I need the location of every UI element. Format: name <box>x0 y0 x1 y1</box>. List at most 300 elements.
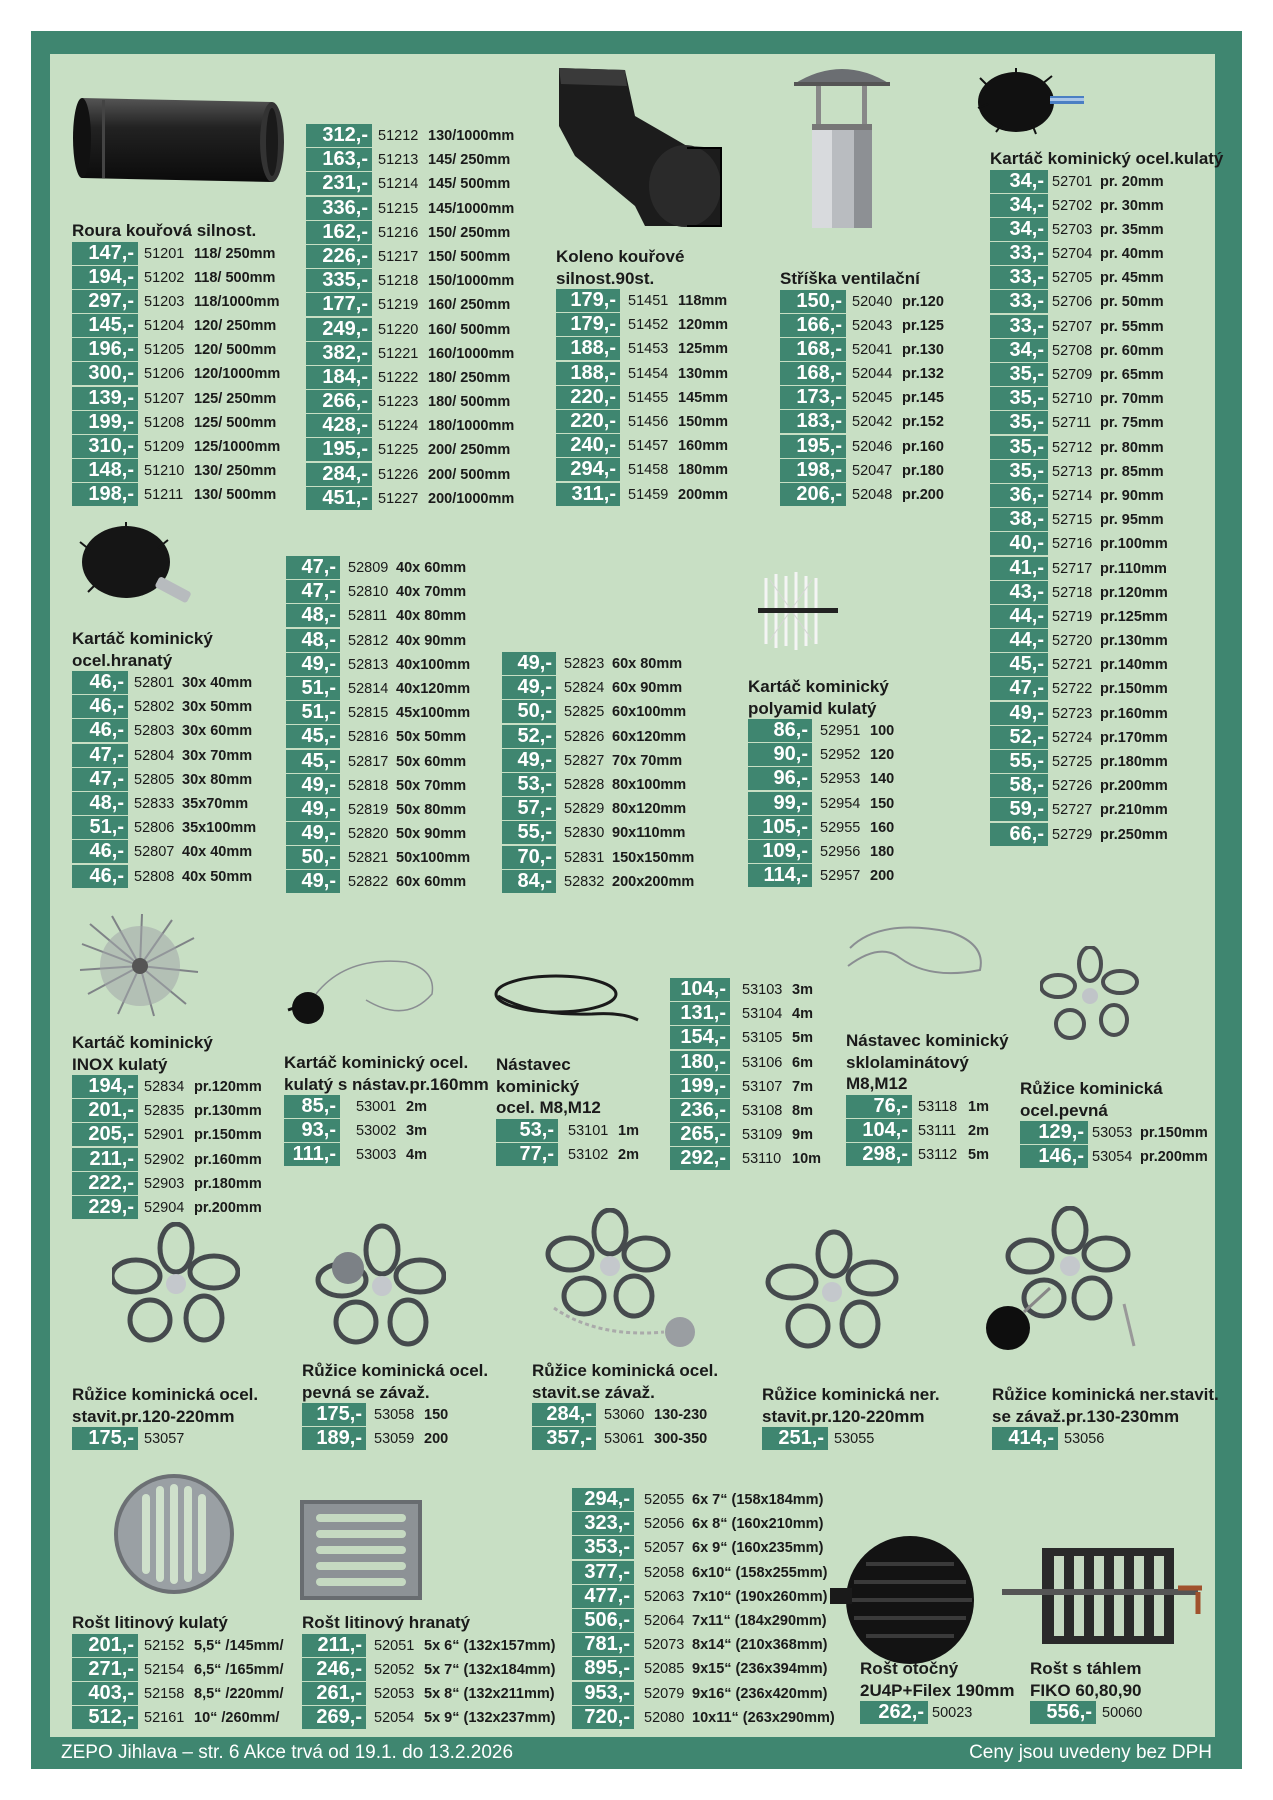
price-badge: 51,- <box>286 677 340 700</box>
product-code: 53111 <box>918 1122 957 1139</box>
product-code: 52716 <box>1052 536 1093 553</box>
price-badge: 52,- <box>502 725 556 748</box>
product-code: 52802 <box>134 699 175 716</box>
product-size: pr.125mm <box>1100 608 1168 625</box>
price-badge: 105,- <box>748 816 812 839</box>
price-badge: 47,- <box>286 580 340 603</box>
price-badge: 43,- <box>990 581 1048 604</box>
product-code: 51459 <box>628 486 669 503</box>
price-badge: 201,- <box>72 1634 138 1657</box>
product-code: 51219 <box>378 297 419 314</box>
product-code: 53001 <box>356 1099 397 1115</box>
price-badge: 49,- <box>286 653 340 676</box>
price-badge: 85,- <box>284 1095 340 1118</box>
product-size: 180/1000mm <box>428 418 515 435</box>
block-vent-cap <box>780 268 944 507</box>
price-badge: 45,- <box>286 725 340 748</box>
product-size: 150mm <box>678 413 728 430</box>
product-size: pr.180mm <box>194 1175 262 1192</box>
price-row <box>990 387 1223 411</box>
price-row <box>72 1427 258 1451</box>
price-row <box>72 1706 280 1730</box>
product-code: 53058 <box>374 1407 415 1423</box>
product-code: 52701 <box>1052 173 1093 190</box>
product-code: 51201 <box>144 245 185 262</box>
product-size: pr.120 <box>902 293 944 310</box>
product-code: 52816 <box>348 729 389 746</box>
price-badge: 145,- <box>72 314 138 337</box>
price-row <box>990 823 1223 847</box>
price-row <box>780 313 944 338</box>
vent-cap-icon <box>792 62 892 230</box>
product-code: 51206 <box>144 366 185 383</box>
price-row <box>846 1143 1009 1167</box>
price-badge: 179,- <box>556 313 620 336</box>
price-badge: 131,- <box>670 1002 730 1025</box>
product-size: 180/ 250mm <box>428 369 511 386</box>
product-code: 52705 <box>1052 270 1093 287</box>
price-row <box>748 767 895 791</box>
price-row <box>748 839 895 864</box>
price-badge: 556,- <box>1030 1701 1096 1724</box>
product-code: 52823 <box>564 656 605 672</box>
price-badge: 183,- <box>780 410 846 433</box>
price-badge: 48,- <box>286 629 340 652</box>
price-badge: 311,- <box>556 483 620 506</box>
product-code: 52803 <box>134 723 175 740</box>
price-badge: 168,- <box>780 362 846 385</box>
price-badge: 35,- <box>990 460 1048 483</box>
product-size: 100 <box>870 723 895 739</box>
product-code: 52904 <box>144 1199 185 1216</box>
product-size: 120 <box>870 747 895 764</box>
product-code: 53102 <box>568 1146 609 1163</box>
price-badge: 175,- <box>72 1427 138 1450</box>
price-badge: 49,- <box>286 870 340 893</box>
product-size: 40x 80mm <box>396 608 467 625</box>
block-rosette-ner <box>762 1384 940 1451</box>
price-badge: 297,- <box>72 290 138 313</box>
product-size: 2m <box>618 1146 639 1163</box>
product-code: 51458 <box>628 462 669 479</box>
price-row <box>990 581 1223 605</box>
price-row <box>846 1119 1009 1143</box>
product-size: 200/1000mm <box>428 490 515 507</box>
block-square-grate <box>302 1612 556 1730</box>
price-badge: 147,- <box>72 242 138 265</box>
price-badge: 229,- <box>72 1196 138 1219</box>
price-row <box>72 1099 262 1123</box>
product-code: 52042 <box>852 414 893 431</box>
price-badge: 377,- <box>572 1561 634 1584</box>
product-size: 130/ 500mm <box>194 487 277 504</box>
product-code: 51216 <box>378 224 419 241</box>
product-size: 145mm <box>678 389 728 406</box>
product-size: 80x100mm <box>612 776 687 793</box>
price-row <box>748 815 895 840</box>
product-size: pr. 90mm <box>1100 487 1164 504</box>
price-row <box>284 1119 489 1143</box>
product-code: 52052 <box>374 1661 415 1678</box>
product-code: 53110 <box>742 1151 782 1168</box>
price-row <box>72 1171 262 1196</box>
price-badge: 66,- <box>990 823 1048 846</box>
product-code: 52708 <box>1052 342 1093 359</box>
product-code: 53054 <box>1092 1149 1133 1166</box>
product-size: 9x15“ (236x394mm) <box>692 1661 828 1678</box>
block-elbow <box>556 246 728 507</box>
rod-grate-icon <box>1002 1544 1208 1648</box>
flower-rosette-ner-weight-icon <box>984 1206 1140 1354</box>
price-row <box>72 791 249 816</box>
price-row <box>780 410 944 434</box>
product-size: pr.125 <box>902 317 944 334</box>
price-badge: 428,- <box>306 414 372 437</box>
product-code: 53107 <box>742 1078 783 1095</box>
price-badge: 45,- <box>990 653 1048 676</box>
price-badge: 206,- <box>780 483 846 506</box>
product-code: 51210 <box>144 463 185 480</box>
extension-rod-icon <box>492 970 640 1026</box>
product-size: 140 <box>870 771 895 788</box>
product-code: 52048 <box>852 487 893 503</box>
block-title-2: stavit.pr.120-220mm <box>762 1406 925 1426</box>
product-code: 52726 <box>1052 778 1093 795</box>
price-row <box>990 653 1223 677</box>
price-row <box>780 362 944 386</box>
product-code: 52715 <box>1052 512 1093 529</box>
product-code: 52833 <box>134 795 175 812</box>
inox-brush-icon <box>78 914 200 1018</box>
price-list <box>284 1095 489 1168</box>
price-badge: 84,- <box>502 870 556 893</box>
product-code: 51213 <box>378 152 419 169</box>
product-size: 6x 8“ (160x210mm) <box>692 1516 824 1533</box>
product-code: 52702 <box>1052 197 1093 214</box>
product-code: 53101 <box>568 1122 609 1139</box>
pipe-elbow-icon <box>555 66 725 236</box>
price-badge: 211,- <box>302 1634 366 1657</box>
product-size: 5m <box>968 1146 989 1163</box>
product-code: 52718 <box>1052 584 1093 601</box>
product-size: 3m <box>406 1123 427 1140</box>
product-code: 52046 <box>852 438 893 455</box>
product-code: 52055 <box>644 1492 685 1508</box>
price-row <box>72 1633 284 1658</box>
product-size: 10x11“ (263x290mm) <box>692 1709 835 1726</box>
price-badge: 353,- <box>572 1536 634 1559</box>
price-badge: 271,- <box>72 1658 138 1681</box>
product-size: pr. 20mm <box>1100 173 1164 190</box>
price-row <box>556 385 728 410</box>
price-badge: 55,- <box>502 821 556 844</box>
price-badge: 139,- <box>72 387 138 410</box>
product-code: 52834 <box>144 1079 185 1095</box>
product-size: pr.110mm <box>1100 560 1167 577</box>
price-row <box>990 194 1223 218</box>
block-polyamide-brush <box>748 676 895 888</box>
product-code: 52723 <box>1052 705 1093 722</box>
product-size: 30x 40mm <box>182 675 253 691</box>
price-row <box>72 459 277 483</box>
product-code: 53053 <box>1092 1125 1133 1141</box>
price-badge: 53,- <box>496 1119 558 1142</box>
block-brush-with-rod <box>284 1052 489 1168</box>
price-badge: 33,- <box>990 290 1048 313</box>
price-badge: 146,- <box>1020 1145 1088 1168</box>
product-size: 180mm <box>678 462 728 479</box>
product-size: 10“ /260mm/ <box>194 1710 280 1727</box>
product-size: pr.200mm <box>1140 1149 1208 1166</box>
price-row <box>496 1118 639 1143</box>
product-size: pr.160 <box>902 438 944 455</box>
block-rosette-chain <box>532 1360 718 1451</box>
product-size: 120/ 500mm <box>194 342 277 359</box>
product-size: 30x 50mm <box>182 699 253 716</box>
product-size: pr.180mm <box>1100 754 1168 770</box>
price-badge: 720,- <box>572 1706 634 1729</box>
price-badge: 414,- <box>992 1427 1058 1450</box>
price-row <box>302 1427 488 1451</box>
product-code: 52956 <box>820 843 861 860</box>
product-code: 52902 <box>144 1151 185 1168</box>
block-title-2: ocel.pevná <box>1020 1100 1108 1120</box>
price-list <box>992 1427 1219 1451</box>
price-row <box>72 386 277 411</box>
price-badge: 50,- <box>286 846 340 869</box>
product-code: 52807 <box>134 844 175 861</box>
product-size: 40x120mm <box>396 680 471 697</box>
product-size: 7x10“ (190x260mm) <box>692 1588 828 1605</box>
price-row <box>990 629 1223 653</box>
product-code: 52152 <box>144 1637 185 1654</box>
product-code: 51220 <box>378 321 419 338</box>
price-list <box>72 241 281 508</box>
price-row <box>780 458 944 483</box>
product-size: pr.200mm <box>1100 778 1168 795</box>
product-code: 52817 <box>348 753 389 770</box>
product-size: 60x120mm <box>612 728 687 745</box>
product-size: 30x 70mm <box>182 747 253 764</box>
product-size: 5x 7“ (132x184mm) <box>424 1661 556 1678</box>
price-row <box>990 750 1223 774</box>
price-badge: 46,- <box>72 719 128 742</box>
product-size: pr.100mm <box>1100 536 1168 553</box>
price-row <box>990 774 1223 798</box>
block-title-2: silnost.90st. <box>556 268 655 288</box>
product-code: 52056 <box>644 1516 685 1533</box>
price-badge: 188,- <box>556 337 620 360</box>
product-size: 60x 90mm <box>612 680 683 697</box>
product-size: 160/1000mm <box>428 345 515 362</box>
product-size: 30x 80mm <box>182 771 253 788</box>
price-row <box>72 1123 262 1147</box>
price-row <box>748 743 895 767</box>
product-code: 52045 <box>852 390 893 407</box>
price-badge: 163,- <box>306 148 372 171</box>
product-size: pr. 30mm <box>1100 197 1164 214</box>
price-row <box>556 313 728 337</box>
product-size: 120mm <box>678 317 728 334</box>
product-code: 51221 <box>378 345 419 362</box>
price-row <box>72 265 276 290</box>
product-size: pr. 50mm <box>1100 294 1164 311</box>
block-square-brush <box>72 628 257 889</box>
product-code: 53112 <box>918 1146 958 1163</box>
product-size: 150 <box>424 1407 449 1423</box>
product-size: pr. 60mm <box>1100 342 1164 359</box>
product-size: 40x 90mm <box>396 632 467 649</box>
price-row <box>72 1147 262 1172</box>
product-size: 200/ 500mm <box>428 466 511 483</box>
block-title: Kartáč kominický ocel.kulatý <box>990 149 1224 168</box>
price-row <box>748 864 895 888</box>
product-code: 52832 <box>564 873 605 890</box>
price-row <box>556 289 728 313</box>
price-badge: 40,- <box>990 532 1048 555</box>
price-badge: 179,- <box>556 289 620 312</box>
product-size: 125/ 500mm <box>194 414 277 431</box>
price-row <box>780 386 944 410</box>
price-badge: 96,- <box>748 767 812 790</box>
price-row <box>990 170 1223 194</box>
product-size: 200x200mm <box>612 873 695 890</box>
product-size: 130-230 <box>654 1407 708 1423</box>
product-size: 130mm <box>678 365 728 382</box>
price-badge: 195,- <box>306 438 372 461</box>
round-grate-icon <box>112 1472 236 1596</box>
product-code: 52041 <box>852 341 893 358</box>
block-title: Kartáč kominický <box>72 629 213 648</box>
price-row <box>990 677 1223 701</box>
price-badge: 266,- <box>306 390 372 413</box>
price-badge: 312,- <box>306 124 372 147</box>
product-size: 80x120mm <box>612 801 687 818</box>
price-row <box>990 266 1223 290</box>
product-code: 52161 <box>144 1710 185 1727</box>
product-size: 160 <box>870 819 895 836</box>
page-footer <box>31 1737 1242 1769</box>
price-row <box>748 719 895 743</box>
price-badge: 77,- <box>496 1143 558 1166</box>
block-title: Roura kouřová silnost. <box>72 221 257 240</box>
price-list <box>762 1427 940 1451</box>
product-code: 53002 <box>356 1123 397 1140</box>
price-badge: 58,- <box>990 774 1048 797</box>
price-row <box>302 1681 555 1706</box>
fiberglass-extension-icon <box>840 922 988 986</box>
product-code: 52828 <box>564 776 605 793</box>
price-row <box>284 1095 489 1119</box>
price-row <box>284 1143 489 1167</box>
product-size: 125/ 250mm <box>194 390 277 407</box>
product-code: 52819 <box>348 801 389 818</box>
price-badge: 48,- <box>72 792 128 815</box>
flower-rosette-chain-icon <box>538 1208 702 1348</box>
price-row <box>990 702 1223 726</box>
block-title: Nástavec <box>496 1055 571 1074</box>
product-code: 52720 <box>1052 633 1093 650</box>
price-badge: 262,- <box>860 1701 928 1724</box>
block-title: Růžice kominická ner.stavit. <box>992 1385 1219 1404</box>
price-list <box>990 170 1223 847</box>
product-code: 52951 <box>820 723 861 739</box>
product-size: pr.170mm <box>1100 729 1168 746</box>
price-row <box>990 242 1223 266</box>
product-code: 52830 <box>564 825 605 842</box>
product-code: 52825 <box>564 704 605 721</box>
block-title: Kartáč kominický ocel. <box>284 1053 469 1072</box>
price-row <box>72 864 253 889</box>
price-badge: 49,- <box>502 676 556 699</box>
price-badge: 51,- <box>72 816 128 839</box>
product-size: 50x100mm <box>396 850 471 867</box>
block-title: Koleno kouřové <box>556 247 685 266</box>
price-badge: 35,- <box>990 411 1048 434</box>
block-inox-brush <box>72 1032 262 1220</box>
price-badge: 251,- <box>762 1427 828 1450</box>
price-badge: 240,- <box>556 434 620 457</box>
price-badge: 205,- <box>72 1123 138 1146</box>
smoke-pipe-icon <box>72 90 294 190</box>
block-rosette-weight <box>302 1360 488 1451</box>
block-rosette-ner-weight <box>992 1384 1219 1451</box>
product-code: 52703 <box>1052 221 1093 238</box>
price-badge: 114,- <box>748 864 812 887</box>
product-size: 50x 60mm <box>396 753 467 770</box>
product-size: 5,5“ /145mm/ <box>194 1637 284 1654</box>
product-size: 160/ 500mm <box>428 321 511 338</box>
product-code: 51455 <box>628 389 669 406</box>
price-row <box>992 1427 1219 1451</box>
price-badge: 33,- <box>990 315 1048 338</box>
price-badge: 166,- <box>780 314 846 337</box>
product-code: 52826 <box>564 728 605 745</box>
product-code: 52804 <box>134 747 175 764</box>
product-code: 52831 <box>564 849 605 866</box>
block-round-grate <box>72 1612 284 1730</box>
price-row <box>780 483 944 507</box>
product-size: pr. 45mm <box>1100 270 1164 287</box>
block-title-2: polyamid kulatý <box>748 698 877 718</box>
block-extension-rod <box>496 1054 639 1167</box>
price-row <box>990 508 1223 532</box>
product-size: pr.200mm <box>194 1199 262 1216</box>
price-row <box>762 1427 940 1451</box>
product-code: 52725 <box>1052 754 1093 770</box>
block-title-2: FIKO 60,80,90 <box>1030 1680 1142 1700</box>
product-code: 52712 <box>1052 439 1093 456</box>
product-size: 8,5“ /220mm/ <box>194 1685 284 1702</box>
product-size: 6x 9“ (160x235mm) <box>692 1540 824 1557</box>
product-code: 52724 <box>1052 729 1093 746</box>
price-badge: 781,- <box>572 1633 634 1656</box>
price-row <box>780 289 944 314</box>
product-size: pr. 70mm <box>1100 391 1164 408</box>
price-badge: 477,- <box>572 1585 634 1608</box>
price-badge: 180,- <box>670 1051 730 1074</box>
footer-right: Ceny jsou uvedeny bez DPH <box>969 1742 1212 1763</box>
price-badge: 35,- <box>990 436 1048 459</box>
product-size: pr.150mm <box>1140 1125 1208 1141</box>
price-badge: 51,- <box>286 701 340 724</box>
block-title: Růžice kominická ner. <box>762 1385 940 1404</box>
price-badge: 162,- <box>306 221 372 244</box>
product-size: 200 <box>424 1431 449 1448</box>
product-code: 52954 <box>820 795 861 812</box>
product-size: 145/ 250mm <box>428 152 511 169</box>
product-code: 51457 <box>628 438 669 455</box>
